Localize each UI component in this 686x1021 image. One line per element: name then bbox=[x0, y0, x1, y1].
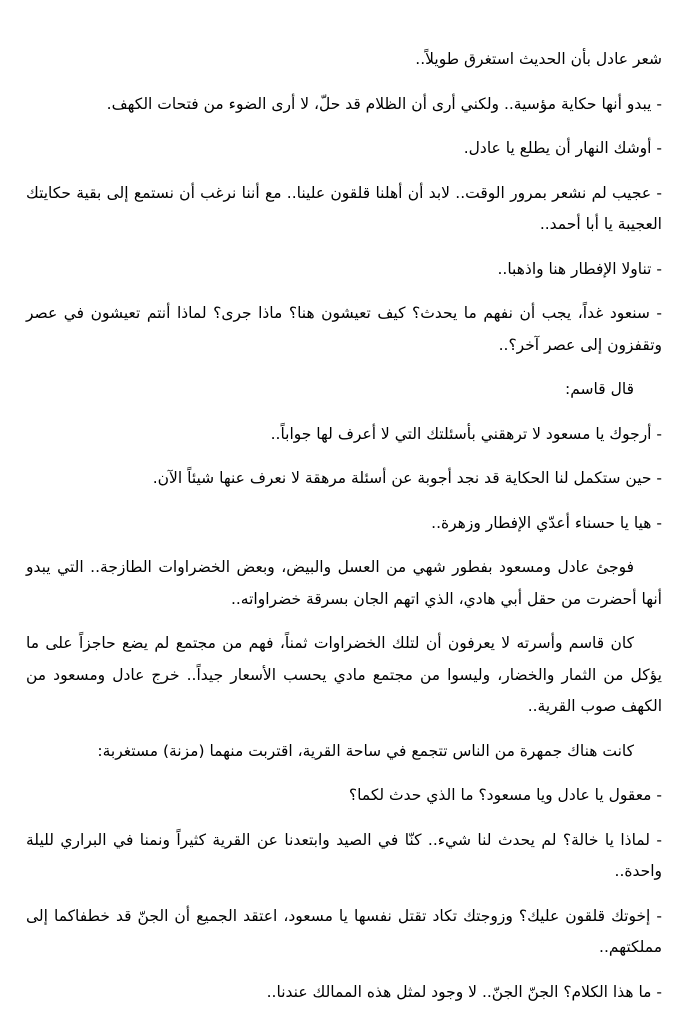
paragraph-qasim-family: كان قاسم وأسرته لا يعرفون أن لتلك الخضراوات ثمناً، فهم من مجتمع لم يضع حاجزاً على ما يؤكل من الثمار والخضار، وليسوا من مجتمع مادي يحسب الأسعار جيداً.. خرج عادل ومسعود من الكهف صوب القرية.. bbox=[26, 634, 662, 715]
paragraph-breakfast-offer: - تناولا الإفطار هنا واذهبا.. bbox=[497, 259, 662, 278]
paragraph-surprised-breakfast: فوجئ عادل ومسعود بفطور شهي من العسل والبيض، وبعض الخضراوات الطازجة.. التي يبدو أنها أحضرت من حقل أبي هادي، الذي اتهم الجان بسرقة خضراواته.. bbox=[26, 558, 662, 608]
paragraph-dont-tire-me: - أرجوك يا مسعود لا ترهقني بأسئلتك التي لا أعرف لها جواباً.. bbox=[270, 424, 662, 443]
document-page bbox=[26, 44, 662, 1021]
paragraph-we-will-return: - سنعود غداً، يجب أن نفهم ما يحدث؟ كيف تعيشون هنا؟ ماذا جرى؟ لماذا أنتم تعيشون في عصر وتقفزون إلى عصر آخر؟.. bbox=[26, 304, 662, 354]
paragraph-adel-felt: شعر عادل بأن الحديث استغرق طويلاً.. bbox=[415, 50, 662, 68]
paragraph-time-passing: - عجيب لم نشعر بمرور الوقت.. لابد أن أهلنا قلقون علينا.. مع أننا نرغب أن نستمع إلى بقية حكايتك العجيبة يا أبا أحمد.. bbox=[26, 183, 662, 233]
paragraph-prepare-breakfast: - هيا يا حسناء أعدّي الإفطار وزهرة.. bbox=[431, 513, 662, 532]
paragraph-day-break: - أوشك النهار أن يطلع يا عادل. bbox=[463, 139, 662, 157]
paragraph-finish-story: - حين ستكمل لنا الحكاية قد نجد أجوبة عن أسئلة مرهقة لا نعرف عنها شيئاً الآن. bbox=[152, 469, 662, 487]
paragraph-sad-story: - يبدو أنها حكاية مؤسية.. ولكني أرى أن الظلام قد حلّ، لا أرى الضوء من فتحات الكهف. bbox=[106, 94, 662, 113]
paragraph-why-aunt: - لماذا يا خالة؟ لم يحدث لنا شيء.. كنّا في الصيد وابتعدنا عن القرية كثيراً ونمنا في البراري لليلة واحدة.. bbox=[26, 830, 662, 880]
paragraph-really-adel: - معقول يا عادل ويا مسعود؟ ما الذي حدث لكما؟ bbox=[348, 786, 662, 804]
paragraph-crowd-village: كانت هناك جمهرة من الناس تتجمع في ساحة القرية، اقتربت منهما (مزنة) مستغربة: bbox=[97, 741, 634, 760]
paragraph-what-talk: - ما هذا الكلام؟ الجنّ الجنّ.. لا وجود لمثل هذه الممالك عندنا.. bbox=[266, 982, 662, 1001]
paragraph-qasim-said: قال قاسم: bbox=[565, 380, 634, 398]
paragraph-brothers-worried: - إخوتك قلقون عليك؟ وزوجتك تكاد تقتل نفسها يا مسعود، اعتقد الجميع أن الجنّ قد خطفاكما إلى مملكتهم.. bbox=[26, 906, 662, 956]
